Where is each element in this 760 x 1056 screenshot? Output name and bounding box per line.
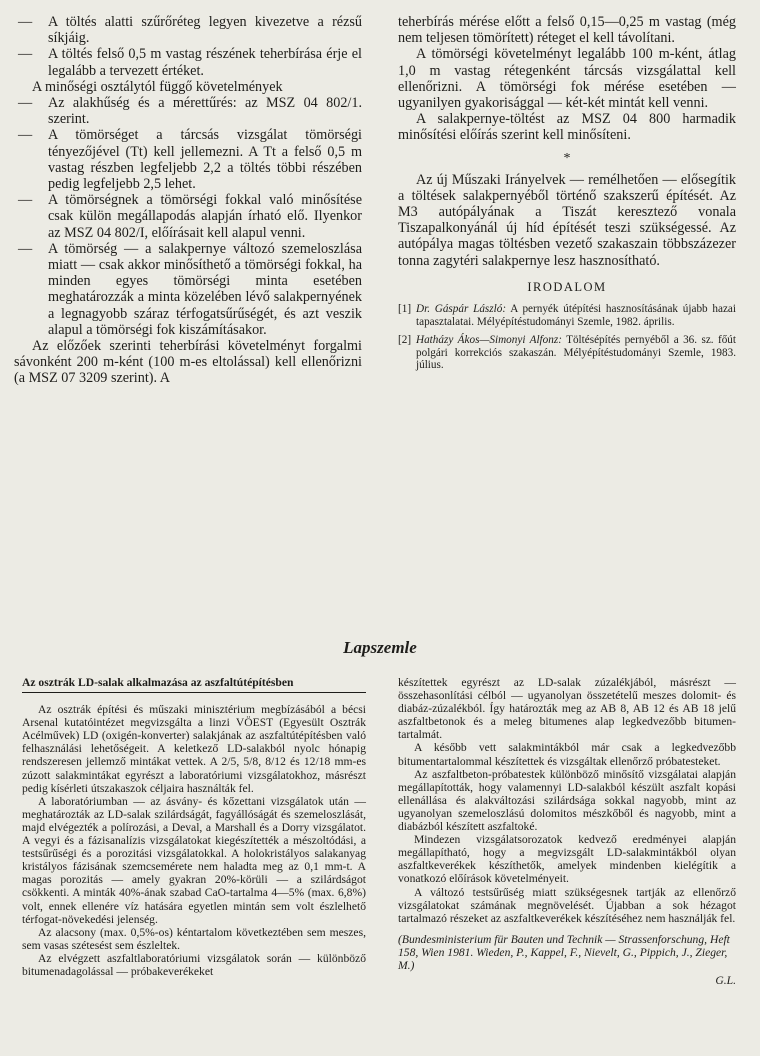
- reference-item: [398, 334, 736, 372]
- paragraph: készítettek egyrészt az LD-salak zúzalékjából, másrészt — összehasonlítási célból — ugyanolyan összetételű meszes dolomit- és diabáz-zúzalékból. Így határozták meg az AB 8, AB 12 és AB 18 jelű aszfaltbetonok és a meleg bitumenes alap legkedvezőbb bitumen-tartalmát.: [398, 676, 736, 742]
- upper-left-column: [14, 14, 362, 387]
- dash-item: [14, 95, 362, 127]
- dash-item: [14, 192, 362, 241]
- dash-item: [14, 14, 362, 46]
- dash-item-text: A töltés felső 0,5 m vastag részének teherbírása érje el legalább a tervezett értéket.: [48, 46, 362, 79]
- reference-text: [416, 303, 736, 328]
- dash-item-text: A tömörségnek a tömörségi fokkal való minősítése csak külön megállapodás alapján írható elő. Ilyenkor az MSZ 04 802/I, előírásait kell alapul venni.: [48, 192, 362, 241]
- dash-item-text: A töltés alatti szűrőréteg legyen kivezetve a rézsű síkjáig.: [48, 14, 362, 47]
- paragraph: A változó testsűrűség miatt szükségesnek tartják az ellenőrző vizsgálatokat számának megnövelését. Újabban a sok hézagot tartalmazó részeket az aszfaltkeverékek készítéséhez nem használják fel.: [398, 885, 736, 925]
- review-author: G.L.: [715, 974, 736, 988]
- paragraph: A laboratóriumban — az ásvány- és kőzettani vizsgálatok után — meghatározták az LD-salak szilárdságát, fagyállóságát és szemeloszlását, majd elvégezték a polírozási, a Deval, a Marshall és a Dorry vizsgálatot. A vegyi és a fázisanalízis vizsgálatokat kiegészítették a mészoltódási, a testsűrűségi és a porozitási vizsgálatokkal. A holokristályos salakanyag kristályos fázisának szemcsemérete nem haladta meg az 0,1 mm-t. A magas porozitás — amely gyakran 20%-körüli — a szilárdságot csökkenti. A minták 40%-ának szabad CaO-tartalma 4—5% (max. 6,8%) volt, ennek ellenére víz hatására egyetlen mintán sem volt észlelhető térfogat-növekedési jelenség.: [22, 794, 366, 926]
- article-title: Az osztrák LD-salak alkalmazása az aszfaltútépítésben: [22, 676, 366, 693]
- paragraph: Az aszfaltbeton-próbatestek különböző minősítő vizsgálatai alapján megállapították, hogy valamennyi LD-salakból készült aszfalt kopási ellenállása és alakváltozási szilárdsága sokkal nagyobb, mint az ugyanolyan szemeloszlású dolomitos mészkőből és nagyobb, mint a diabázból készített aszfaltoké.: [398, 767, 736, 834]
- lower-right-column: [398, 676, 736, 987]
- paragraph: Az osztrák építési és műszaki minisztérium megbízásából a bécsi Arsenal kutatóintézet megvizsgálta a linzi VÖEST (Egyesült Osztrák Acélművek) LD (oxigén-konverter) salakjának az aszfaltútépítésben való felhasználási lehetőségeit. A keletkező LD-salakból nyolc hónapig rendszeresen jellemző mintákat vettek. A 2/5, 5/8, 8/12 és 12/18 mm-es zúzott salakmintákat egyrészt a laboratóriumi vizsgálatokhoz, másrészt pedig kísérleti útszakaszok céljaira használták fel.: [22, 703, 366, 795]
- reference-title: A pernyék útépítési hasznosításának újabb hazai tapasztalatai. Mélyépítéstudományi Szemle, 1982. április.: [416, 303, 736, 328]
- reference-author: Hatházy Ákos—Simonyi Alfonz:: [416, 334, 562, 347]
- paragraph: A később vett salakmintákból már csak a legkedvezőbb bitumentartalommal készítettek és vizsgáltak ellenőrző próbatesteket.: [398, 741, 736, 768]
- references-list: [398, 303, 736, 372]
- lower-right-paragraphs: [398, 676, 736, 925]
- dash-mark: —: [18, 127, 33, 144]
- upper-right-paragraphs: [398, 14, 736, 144]
- dash-item-text: A tömörséget a tárcsás vizsgálat tömörségi tényezőjével (Tt) kell jellemezni. A Tt a felső 0,5 m vastag részben legfeljebb 2,2 a töltés többi részében pedig legfeljebb 2,5 lehet.: [48, 127, 362, 193]
- section-title: Lapszemle: [343, 638, 417, 657]
- closing-paragraph: Az új Műszaki Irányelvek — remélhetően — elősegítik a töltések salakpernyéből történő szakszerű építését. Az M3 autópályának a Tiszát keresztező vonala Tiszapalkonyánál új híd építését teszi szükségessé. Az autópálya magas töltésben vezető szakaszain többszázezer tonna zagytéri salakpernye lesz hasznosítható.: [398, 171, 736, 269]
- dash-mark: —: [18, 46, 33, 63]
- paragraph: A tömörségi követelményt legalább 100 m-ként, átlag 1,0 m vastag rétegenként tárcsás vizsgálattal kell ellenőrizni. A tömörségi fok mérése esetében — ugyanilyen gyakorisággal — két-két mintát kell venni.: [398, 46, 736, 112]
- reference-author: Dr. Gáspár László:: [416, 303, 507, 316]
- references-heading: IRODALOM: [527, 279, 607, 294]
- section-separator: *: [563, 150, 571, 166]
- reference-number: [2]: [398, 334, 412, 347]
- paragraph: Az előzőek szerinti teherbírási követelményt forgalmi sávonként 200 m-ként (100 m-es eltolással) kell ellenőrizni (a MSZ 07 3209 szerint). A: [14, 338, 362, 387]
- dash-item-text: Az alakhűség és a mérettűrés: az MSZ 04 802/1. szerint.: [48, 95, 362, 128]
- dash-mark: —: [18, 95, 33, 112]
- reference-text: [416, 334, 736, 372]
- reference-number: [1]: [398, 303, 412, 316]
- paragraph: A minőségi osztálytól függő követelmények: [32, 78, 283, 95]
- dash-item: [14, 46, 362, 78]
- reference-title: Töltésépítés pernyéből a 36. sz. főút polgári korrekciós szakaszán. Mélyépítéstudományi Szemle, 1983. július.: [416, 334, 736, 372]
- paragraph: Az elvégzett aszfaltlaboratóriumi vizsgálatok során — különböző bitumenadagolással — próbakeverékeket: [22, 951, 366, 978]
- lower-left-paragraphs: [22, 703, 366, 978]
- source-citation: (Bundesministerium für Bauten und Technik — Strassenforschung, Heft 158, Wien 1981. Wieden, P., Kappel, F., Nievelt, G., Pippich, J., Zieger, M.): [398, 932, 730, 972]
- reference-item: [398, 303, 736, 328]
- dash-item: [14, 241, 362, 338]
- paragraph: A salakpernye-töltést az MSZ 04 800 harmadik minősítési előírás szerint kell minősíteni.: [398, 111, 736, 144]
- dash-item: [14, 127, 362, 192]
- dash-item-text: A tömörség — a salakpernye változó szemeloszlása miatt — csak akkor minősíthető a tömörségi fokkal, ha minden egyes tömörségi minta esetében meghatározzák a minta közelében lévő salakpernyének a legnagyobb száraz térfogatsűrűségét, és azt veszik alapul a tömörségi fok kiszámításakor.: [48, 240, 362, 338]
- paragraph: Mindezen vizsgálatsorozatok kedvező eredményei alapján megállapítható, hogy a megvizsgált LD-salakmintákból olyan aszfaltkeverékek készíthetők, amelyek mindenben kielégítik a vonatkozó előírások követelményeit.: [398, 833, 736, 886]
- paragraph: teherbírás mérése előtt a felső 0,15—0,25 m vastag (még nem teljesen tömörített) réteget el kell távolítani.: [398, 14, 736, 47]
- paragraph: Az alacsony (max. 0,5%-os) kéntartalom következtében sem meszes, sem vasas szétesést sem észleltek.: [22, 925, 366, 952]
- dash-mark: —: [18, 192, 33, 209]
- dash-mark: —: [18, 14, 33, 30]
- upper-right-column: [398, 14, 736, 378]
- lower-left-column: [22, 676, 366, 978]
- dash-mark: —: [18, 240, 33, 257]
